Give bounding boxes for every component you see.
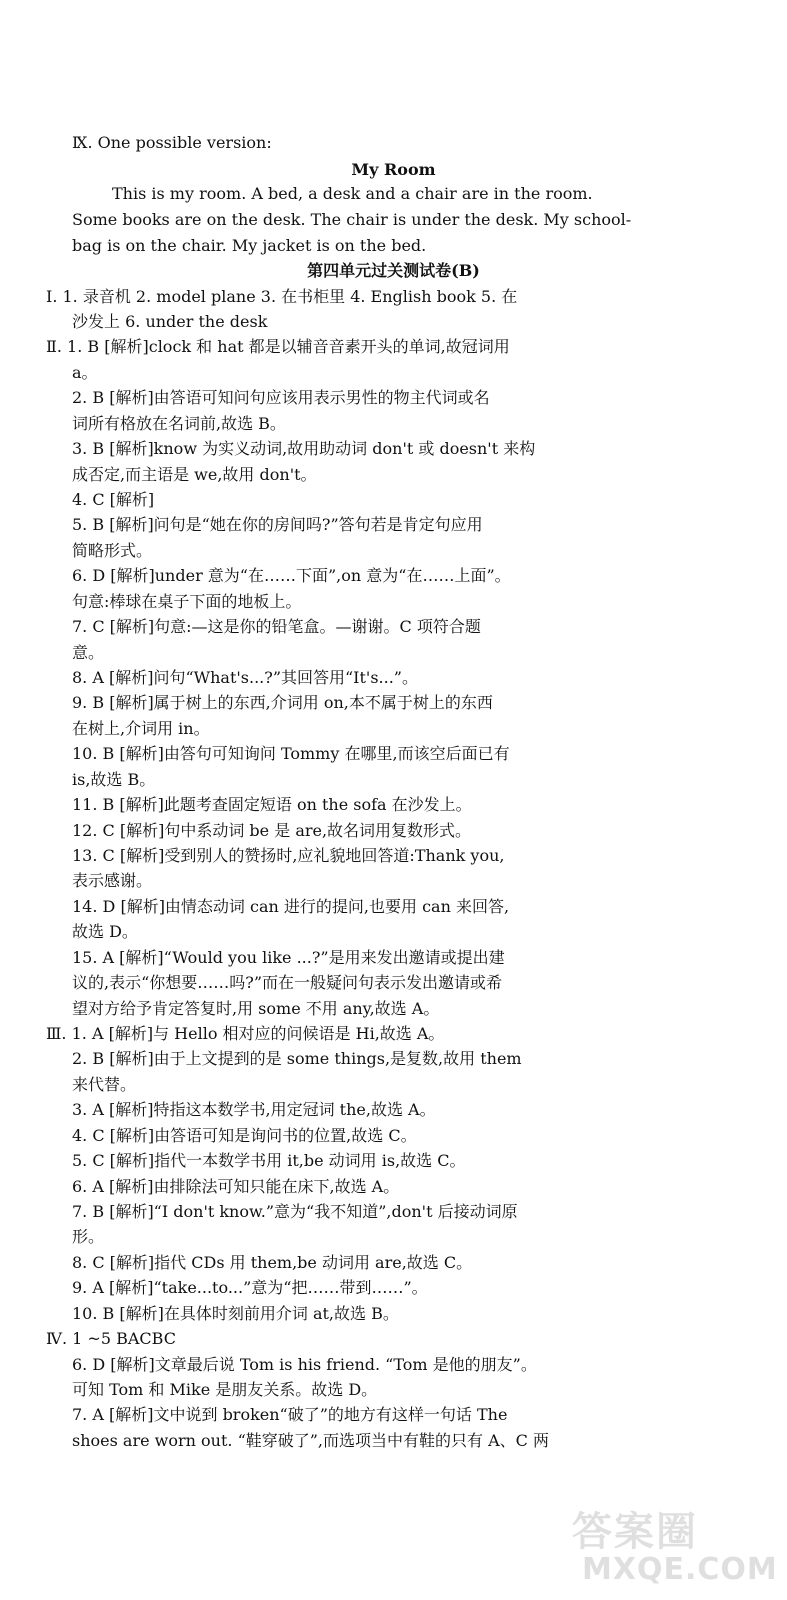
answer-line: 7. B [解析]“I don't know.”意为“我不知道”,don't 后接动词原 [72, 1202, 518, 1221]
answer-line: 成否定,而主语是 we,故用 don't。 [72, 465, 317, 484]
section-ix-heading: Ⅸ. One possible version: [72, 133, 272, 152]
answer-line: 词所有格放在名词前,故选 B。 [72, 414, 286, 433]
answer-line: 13. C [解析]受到别人的赞扬时,应礼貌地回答道:Thank you, [72, 846, 505, 865]
answer-line: 3. B [解析]know 为实义动词,故用助动词 don't 或 doesn't 来构 [72, 439, 536, 458]
answer-line: 12. C [解析]句中系动词 be 是 are,故名词用复数形式。 [72, 821, 472, 840]
answer-line: 可知 Tom 和 Mike 是朋友关系。故选 D。 [72, 1380, 378, 1399]
answer-line: 15. A [解析]“Would you like ...?”是用来发出邀请或提出建 [72, 948, 505, 967]
answer-line: 2. B [解析]由于上文提到的是 some things,是复数,故用 them [72, 1049, 522, 1068]
watermark-bottom-text: MXQE.COM [582, 1552, 778, 1587]
answer-line: 沙发上 6. under the desk [72, 312, 268, 331]
answer-line: is,故选 B。 [72, 770, 156, 789]
answer-line: 8. A [解析]问句“What's...?”其回答用“It's...”。 [72, 668, 418, 687]
answer-line: 4. C [解析] [72, 490, 155, 509]
answer-line: 8. C [解析]指代 CDs 用 them,be 动词用 are,故选 C。 [72, 1253, 473, 1272]
answer-line: 9. A [解析]“take...to...”意为“把……带到……”。 [72, 1278, 428, 1297]
watermark-top-text: 答案圈 [572, 1508, 698, 1555]
answer-line: 11. B [解析]此题考查固定短语 on the sofa 在沙发上。 [72, 795, 472, 814]
answer-line: Ⅱ. 1. B [解析]clock 和 hat 都是以辅音音素开头的单词,故冠词用 [46, 337, 510, 356]
watermark-logo [572, 1500, 778, 1590]
answer-line: 故选 D。 [72, 922, 138, 941]
answer-line: 形。 [72, 1227, 105, 1246]
answer-line: 来代替。 [72, 1075, 137, 1094]
answer-line: Ⅰ. 1. 录音机 2. model plane 3. 在书柜里 4. English book 5. 在 [46, 287, 518, 306]
essay-line: bag is on the chair. My jacket is on the bed. [72, 236, 427, 255]
answer-line: 简略形式。 [72, 541, 153, 560]
answer-line: 10. B [解析]在具体时刻前用介词 at,故选 B。 [72, 1304, 399, 1323]
test-title: 第四单元过关测试卷(B) [307, 261, 480, 280]
answer-line: 7. C [解析]句意:—这是你的铅笔盒。—谢谢。C 项符合题 [72, 617, 481, 636]
answer-line: 5. C [解析]指代一本数学书用 it,be 动词用 is,故选 C。 [72, 1151, 466, 1170]
answer-line: 9. B [解析]属于树上的东西,介词用 on,本不属于树上的东西 [72, 693, 493, 712]
answer-line: 4. C [解析]由答语可知是询问书的位置,故选 C。 [72, 1126, 417, 1145]
answer-line: 在树上,介词用 in。 [72, 719, 210, 738]
answer-line: shoes are worn out. “鞋穿破了”,而选项当中有鞋的只有 A、C 两 [72, 1431, 549, 1450]
answer-line: 句意:棒球在桌子下面的地板上。 [72, 592, 302, 611]
answer-line: 6. D [解析]文章最后说 Tom is his friend. “Tom 是他的朋友”。 [72, 1355, 537, 1374]
answer-line: Ⅲ. 1. A [解析]与 Hello 相对应的问候语是 Hi,故选 A。 [46, 1024, 445, 1043]
answer-line: 意。 [72, 643, 105, 662]
answer-line: 表示感谢。 [72, 871, 153, 890]
answer-line: 7. A [解析]文中说到 broken“破了”的地方有这样一句话 The [72, 1405, 508, 1424]
answer-line: 2. B [解析]由答语可知问句应该用表示男性的物主代词或名 [72, 388, 490, 407]
answer-line: Ⅳ. 1 ~5 BACBC [46, 1329, 176, 1348]
essay-line: This is my room. A bed, a desk and a chair are in the room. [112, 184, 593, 203]
answer-line: 6. A [解析]由排除法可知只能在床下,故选 A。 [72, 1177, 400, 1196]
answer-line: 14. D [解析]由情态动词 can 进行的提问,也要用 can 来回答, [72, 897, 510, 916]
answer-line: 6. D [解析]under 意为“在……下面”,on 意为“在……上面”。 [72, 566, 511, 585]
answer-line: 议的,表示“你想要……吗?”而在一般疑问句表示发出邀请或希 [72, 973, 503, 992]
essay-title: My Room [351, 160, 436, 179]
answer-line: 5. B [解析]问句是“她在你的房间吗?”答句若是肯定句应用 [72, 515, 483, 534]
answer-line: 望对方给予肯定答复时,用 some 不用 any,故选 A。 [72, 999, 440, 1018]
answer-line: 3. A [解析]特指这本数学书,用定冠词 the,故选 A。 [72, 1100, 436, 1119]
answer-line: a。 [72, 363, 98, 382]
answer-line: 10. B [解析]由答句可知询问 Tommy 在哪里,而该空后面已有 [72, 744, 510, 763]
essay-line: Some books are on the desk. The chair is under the desk. My school- [72, 210, 632, 229]
